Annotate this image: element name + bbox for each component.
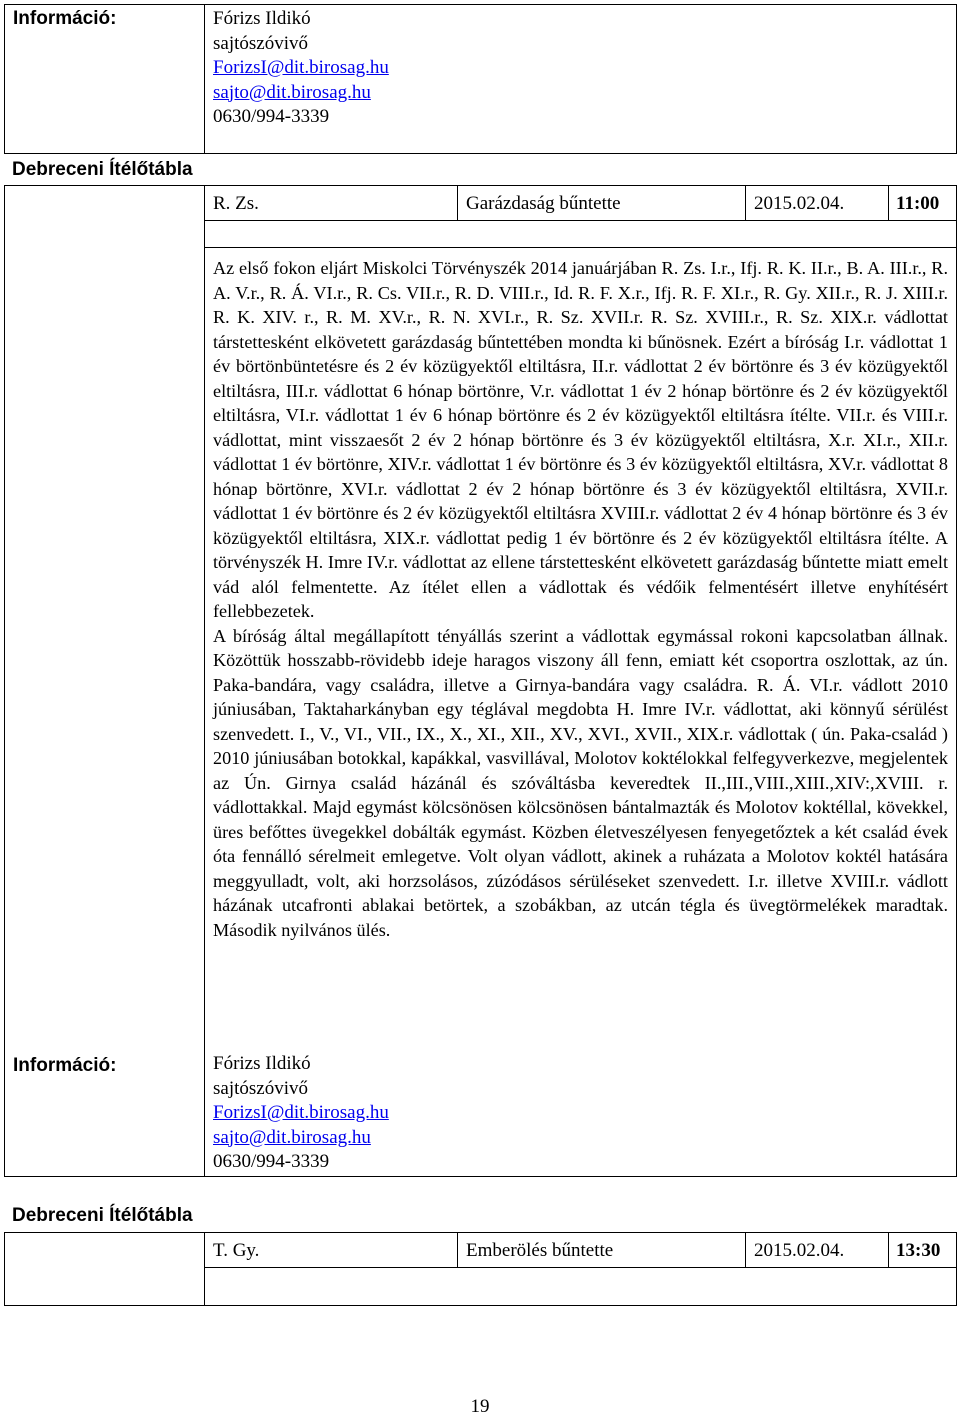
- case1-date: 2015.02.04.: [754, 193, 845, 214]
- contact-block-2: [213, 1052, 389, 1175]
- case2-crime: Emberölés bűntette: [466, 1240, 614, 1261]
- case1-paragraph-facts: A bíróság által megállapított tényállás szerint a vádlottak egymással rokoni kapcsolatban állnak. Közöttük hosszabb-rövidebb ideje haragos viszony áll fenn, emiatt két csoportra oszlottak, az ún. Paka-bandára, vagy családra, illetve a Girnya-bandára vagy családra. R. Á. VI.r. vádlott 2010 júniusában, Taktaharkányban egy téglával megdobta H. Imre IV.r. vádlottat, aki könnyű sérülést szenvedett. I., V., VI., VII., IX., X., XI., XII., XV., XVI., XVII., XIX.r. vádlottak ( ún. Paka-család ) 2010 júniusában botokkal, kapákkal, vasvillával, Molotov koktélokkal felfegyverkezve, megjelentek az Ún. Girnya család házánál és szóváltásba keveredtek II.,III.,VIII.,XIII.,XIV:,XVIII. r. vádlottakkal. Majd egymást kölcsönösen kölcsönösen bántalmazták és Molotov koktéllal, kövekkel, üres befőttes üvegekkel dobálták egymást. Közben életveszélyesen fenyegetőztek a két család évek óta fennálló sérelmeit emlegetve. Volt olyan vádlott, akinek a ruházata a Molotov koktél hatására meggyulladt, volt, aki horzsolásos, zúzódásos sérüléseket szenvedett. I.r. illetve XVIII.r. vádlott házának utcafronti ablakai betörtek, a szobákban, az utcán tégla és üvegtörmelékek maradtak. Második nyilvános ülés.: [213, 625, 948, 940]
- case2-date: 2015.02.04.: [754, 1240, 845, 1261]
- contact-email-link[interactable]: ForizsI@dit.birosag.hu: [213, 57, 389, 78]
- contact-phone-2: 0630/994-3339: [213, 1151, 330, 1172]
- contact-phone: 0630/994-3339: [213, 106, 330, 127]
- case2-time: 13:30: [896, 1240, 941, 1261]
- contact-email-link-2[interactable]: ForizsI@dit.birosag.hu: [213, 1102, 389, 1123]
- contact-role: sajtószóvivő: [213, 32, 308, 54]
- court-name: Debreceni Ítélőtábla: [12, 159, 193, 180]
- case2-defendant: T. Gy.: [213, 1240, 260, 1261]
- case1-crime: Garázdaság bűntette: [466, 193, 621, 214]
- case1-defendant: R. Zs.: [213, 193, 259, 214]
- contact-name-2: Fórizs Ildikó: [213, 1053, 311, 1074]
- case1-description: [213, 256, 948, 942]
- press-email-link[interactable]: sajto@dit.birosag.hu: [213, 81, 371, 103]
- contact-role-2: sajtószóvivő: [213, 1077, 308, 1099]
- contact-block: [213, 7, 389, 130]
- info-label-2: Információ:: [13, 1055, 117, 1076]
- press-email-link-2[interactable]: sajto@dit.birosag.hu: [213, 1126, 371, 1148]
- court-name-2: Debreceni Ítélőtábla: [12, 1205, 193, 1226]
- case1-paragraph-verdict: Az első fokon eljárt Miskolci Törvényszék 2014 januárjában R. Zs. I.r., Ifj. R. K. II.r., B. A. III.r., R. A. V.r., R. Á. VI.r., R. Cs. VII.r., R. D. VIII.r., Id. R. F. X.r., Ifj. R. F. XI.r., R. Gy. XII.r., R. J. XIII.r. R. K. XIV. r., R. M. XV.r., R. N. XVI.r., R. Sz. XVII.r. R. Sz. XVIII.r., R. Sz. XIX.r. vádlottat társtettesként elkövetett garázdaság bűntettében mondta ki bűnösnek. Ezért a bíróság I.r. vádlottat 1 év börtönbüntetésre és 2 év közügyektől eltiltásra, II.r. vádlottat 2 év börtönre és 3 év közügyektől eltiltásra, III.r. vádlottat 6 hónap börtönre, V.r. vádlottat 1 év 2 hónap börtönre és 2 év közügyektől eltiltásra, VI.r. vádlottat 1 év 6 hónap börtönre és 2 év közügyektől eltiltásra ítélte. VII.r. és VIII.r. vádlottat, mint visszaesőt 2 év 2 hónap börtönre és 3 év közügyektől eltiltásra, X.r. XI.r., XII.r. vádlottat 1 év börtönre, XIV.r. vádlottat 1 év börtönre és 3 év közügyektől eltiltásra, XV.r. vádlottat 8 hónap börtönre, XVI.r. vádlottat 2 év 2 hónap börtönre és 3 év közügyektől eltiltásra, XVII.r. vádlottat 1 év börtönre és 2 év közügyektől eltiltásra XVIII.r. vádlottat 2 év 4 hónap börtönre és 3 év közügyektől eltiltásra, XIX.r. vádlottat pedig 1 év börtönre és 2 év közügyektől eltiltásra ítélte. A törvényszék H. Imre IV.r. vádlottat az ellene társtettesként elkövetett garázdaság bűntette miatt emelt vád alól felmentette. Az ítélet ellen a vádlottak és védőik felmentésért illetve enyhítésért fellebbezetek.: [213, 258, 948, 621]
- case1-time: 11:00: [896, 193, 940, 214]
- contact-name: Fórizs Ildikó: [213, 8, 311, 29]
- page-number: 19: [470, 1396, 490, 1417]
- info-label: Információ:: [13, 8, 117, 29]
